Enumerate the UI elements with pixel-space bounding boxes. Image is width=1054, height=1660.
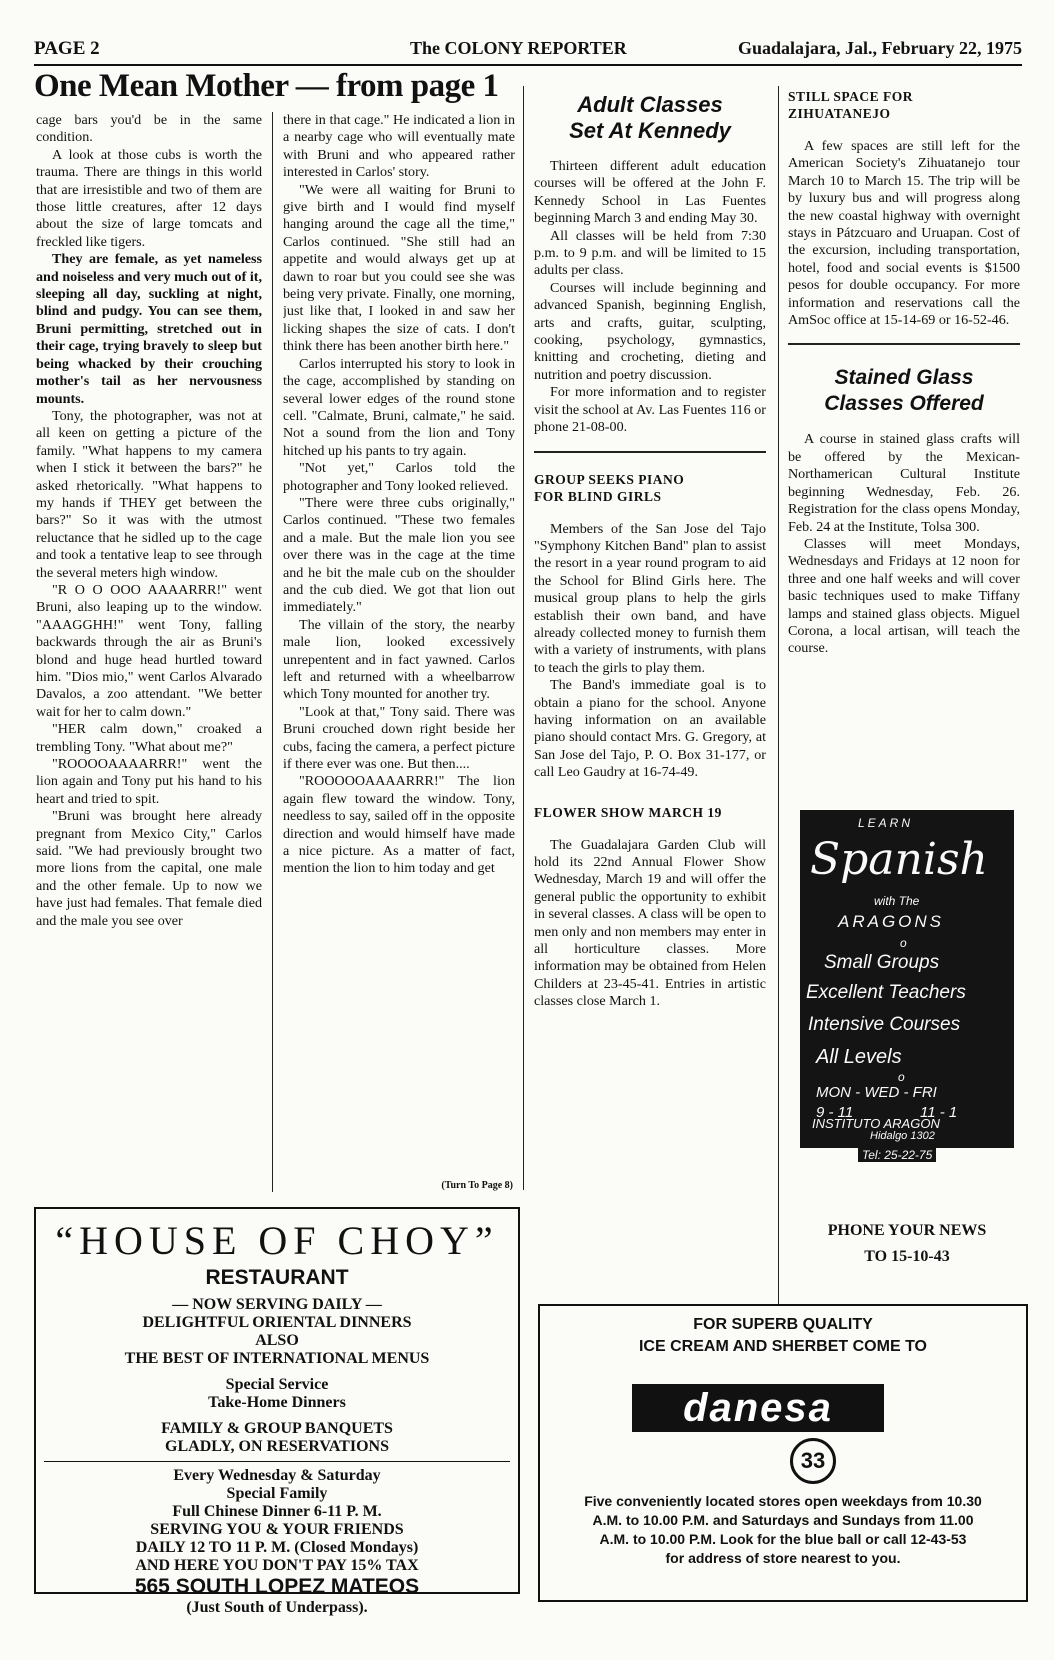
story-paragraph: The villain of the story, the nearby male lion, looked excessively unrepentent and in fact yawned. Carlos left and returned with a wheelbarrow which Tony mounted for another try. [283, 616, 515, 703]
headline-line: STILL SPACE FOR [788, 89, 914, 104]
ad-text: All Levels [816, 1046, 902, 1068]
article-paragraph: The Guadalajara Garden Club will hold its 22nd Annual Flower Show Wednesday, March 19 and will offer the general public the opportunity to exhibit in several classes. A class will be open to men only and non members may enter in all horticulture classes. More information may be obtained from Helen Childers at 23-45-41. Entries in artistic classes close March 1. [534, 836, 766, 1010]
article-paragraph: All classes will be held from 7:30 p.m. to 9 p.m. and will be limited to 15 adults per class. [534, 227, 766, 279]
article-paragraph: Courses will include beginning and advanced Spanish, beginning English, arts and crafts, guitar, sculpting, cooking, psychology, gymnastics, knitting and crocheting, dieting and nutrition and poetry discussion. [534, 279, 766, 383]
ad-text: Excellent Teachers [806, 982, 966, 1003]
ad-text: ALSO [255, 1332, 299, 1349]
ad-text: FAMILY & GROUP BANQUETS [161, 1420, 393, 1437]
story-paragraph: Carlos interrupted his story to look in the cage, accomplished by standing on several lower edges of the round stone cell. "Calmate, Bruni, calmate," he said. Not a sound from the lion and Tony hitched up his pants to try again. [283, 355, 515, 459]
article-paragraph: Members of the San Jose del Tajo "Symphony Kitchen Band" plan to assist the resort in a year round program to aid the School for Blind Girls here. The musical group plans to help the girls establish their own band, and have already collected money to furnish them with a variety of instruments, with plans to teach the girls to play them. [534, 520, 766, 676]
story-paragraph: "Bruni was brought here already pregnant from Mexico City," Carlos said. "We had previously brought two more lions from the capital, one male and the other female. Up to now we have just had females. That female died and the male you see over [36, 808, 262, 929]
article-paragraph: Thirteen different adult education courses will be offered at the John F. Kennedy School in Las Fuentes beginning March 3 and ending May 30. [534, 158, 766, 227]
ad-text: DELIGHTFUL ORIENTAL DINNERS [142, 1314, 412, 1331]
ad-text: DAILY 12 TO 11 P. M. (Closed Mondays) [135, 1539, 419, 1556]
ad-text: Tel: 25-22-75 [858, 1148, 936, 1162]
ad-text: for address of store nearest to you. [665, 1550, 901, 1566]
ad-text: ICE CREAM AND SHERBET COME TO [638, 1338, 927, 1355]
ad-text: ARAGONS [838, 912, 945, 931]
headline-line: Classes Offered [824, 392, 984, 416]
article-paragraph: A few spaces are still left for the American Society's Zihuatanejo tour March 10 to March 15. The trip will be by luxury bus and will progress along the new coastal highway with overnight stays in Pátzcuaro and Uruapan. Cost of the excursion, including transportation, hotel, food and social events is $1500 pesos for double occupancy. For more information and reservations call the AmSoc office at 15-14-69 or 16-52-46. [788, 138, 1020, 329]
article-paragraph: Classes will meet Mondays, Wednesdays and Fridays at 12 noon for three and one half weeks and will cover basic techniques used to make Tiffany lamps and stained glass objects. Miguel Corona, a local artisan, will teach the course. [788, 535, 1020, 657]
story-paragraph: "Not yet," Carlos told the photographer and Tony looked relieved. [283, 460, 515, 494]
headline-line: FOR BLIND GIRLS [534, 488, 662, 504]
headline-line: Stained Glass [834, 366, 974, 390]
story-paragraph: "There were three cubs originally," Carlos continued. "These two females and a male. But the male lion you see over there was in the cage at the time and he bit the male cub on the shoulder and the cub died. We got that lion out immediately." [283, 494, 515, 616]
ad-text: o [898, 1070, 905, 1084]
masthead-rule [34, 64, 1022, 66]
ad-text: MON - WED - FRI [816, 1084, 937, 1101]
ad-text: Hidalgo 1302 [870, 1130, 935, 1142]
ad-text: LEARN [858, 816, 914, 830]
ad-text: A.M. to 10.00 P.M. Look for the blue ball or call 12-43-53 [599, 1531, 967, 1547]
column-divider [272, 112, 273, 1192]
newspaper-title: The COLONY REPORTER [410, 38, 627, 58]
story-paragraph: They are female, as yet nameless and noiseless and very much out of it, sleeping all day, suckling at night, blind and pudgy. You can see them, Bruni permitting, stretched out in their cage, trying bravely to sleep but being whacked by their crouching mother's tail as her nervousness mounts. [36, 251, 262, 407]
ad-text: with The [874, 894, 920, 908]
ad-address: 565 SOUTH LOPEZ MATEOS [134, 1575, 420, 1598]
restaurant-name: “HOUSE OF CHOY” [55, 1218, 499, 1263]
story-paragraph: "ROOOOOAAAARRR!" The lion again flew toward the window. Tony, needless to say, sailed off in the opposite direction and would himself have made a nice picture. As a matter of fact, mention the lion to him today and get [283, 773, 515, 877]
phone-news-line: PHONE YOUR NEWS [827, 1222, 987, 1239]
danesa-details [540, 1492, 1026, 1568]
ad-text: — NOW SERVING DAILY — [172, 1296, 382, 1313]
headline-line: GROUP SEEKS PIANO [534, 471, 685, 487]
column-divider [523, 86, 524, 1190]
house-of-choy-ad [34, 1207, 520, 1616]
ad-text: FOR SUPERB QUALITY [693, 1316, 873, 1333]
ad-text: Every Wednesday & Saturday [173, 1467, 381, 1484]
story-paragraph: "Look at that," Tony said. There was Bruni crouched down right beside her cubs, facing the camera, a perfect picture if there ever was one. But then.... [283, 703, 515, 773]
headline-line: ZIHUATANEJO [788, 106, 891, 121]
story-paragraph: "We were all waiting for Bruni to give birth and I would find myself hanging around the cage all the time," Carlos continued. "She still had an appetite and would always get up at dawn to roar but you could see she was being very private. Finally, one morning, just like that, I looked in and saw her licking shapes the size of cats. I don't think there has been another birth here." [283, 181, 515, 355]
flower-show-headline: FLOWER SHOW MARCH 19 [534, 804, 722, 820]
ad-text: Take-Home Dinners [208, 1394, 346, 1411]
story-paragraph: "HER calm down," croaked a trembling Tony. "What about me?" [36, 721, 262, 755]
phone-news-line: TO 15-10-43 [864, 1248, 950, 1265]
dateline: Guadalajara, Jal., February 22, 1975 [738, 38, 1022, 58]
piano-headline [534, 471, 766, 505]
article-paragraph: The Band's immediate goal is to obtain a piano for the school. Anyone having information on an available piano should contact Mrs. G. Gregory, at San Jose del Tajo, P. O. Box 31-177, or call Leo Gaudry at 16-74-49. [534, 677, 766, 781]
section-rule [788, 343, 1020, 345]
blue-ball-logo: 33 [790, 1438, 836, 1484]
story-column-2 [283, 112, 515, 1190]
ad-text: Spanish [810, 834, 988, 885]
ad-text: Special Service [225, 1376, 329, 1393]
ad-rule [44, 1461, 510, 1462]
story-paragraph: there in that cage." He indicated a lion in a nearby cage who will eventually mate with Bruni and who appeared rather interested in Carlos' story. [283, 112, 515, 181]
ad-text: (Just South of Underpass). [186, 1599, 368, 1616]
ad-text: RESTAURANT [205, 1266, 349, 1289]
page-number: PAGE 2 [34, 38, 100, 59]
ad-text: THE BEST OF INTERNATIONAL MENUS [124, 1350, 430, 1367]
adult-classes-headline [534, 92, 766, 144]
story-paragraph: Tony, the photographer, was not at all keen on getting a picture of the family. "What happens to my camera when I stick it between the bars?" he asked rhetorically. "What happens to my hands if THEY get between the bars?" So it was with the utmost reluctance that he sidled up to the cage and took a tentative leap to see through the several meters high window. [36, 407, 262, 581]
ad-text: Special Family [226, 1485, 328, 1502]
article-paragraph: For more information and to register visit the school at Av. Las Fuentes 116 or phone 21-08-00. [534, 384, 766, 436]
ad-text: Intensive Courses [808, 1014, 961, 1035]
story-paragraph: cage bars you'd be in the same condition. [36, 112, 262, 146]
ad-text: Full Chinese Dinner 6-11 P. M. [172, 1503, 382, 1520]
ad-text: Five conveniently located stores open weekdays from 10.30 [584, 1493, 982, 1509]
danesa-logo: danesa [632, 1384, 884, 1432]
headline-line: Set At Kennedy [569, 118, 731, 143]
story-paragraph: "ROOOOAAAARRR!" went the lion again and Tony put his hand to his heart and tried to spit. [36, 756, 262, 807]
ad-text: INSTITUTO ARAGON [812, 1116, 940, 1131]
ad-text: A.M. to 10.00 P.M. and Saturdays and Sundays from 11.00 [592, 1512, 974, 1528]
ad-text: 9 - 11 [816, 1104, 854, 1121]
story-paragraph: A look at those cubs is worth the trauma. There are things in this world that are irresistible and two of them are those little creatures, after 12 days about the size of large tomcats and freckled like tigers. [36, 146, 262, 250]
headline-line: Adult Classes [577, 92, 723, 117]
ad-text: Small Groups [824, 952, 940, 973]
spanish-school-ad [800, 810, 1014, 1148]
stained-glass-headline [788, 365, 1020, 417]
column-3 [534, 92, 766, 1011]
ad-text: AND HERE YOU DON'T PAY 15% TAX [135, 1557, 419, 1574]
section-rule [534, 451, 766, 453]
story-paragraph: "R O O OOO AAAARRR!" went Bruni, also leaping up to the window. "AAAGGHH!" went Tony, falling backwards through the air as Bruni's blond and huge head hurtled toward him. "Dios mio," went Carlos Alvarado Davalos, a zoo attendant. "We better wait for her to calm down." [36, 581, 262, 720]
ad-text: 11 - 1 [920, 1104, 958, 1121]
article-paragraph: A course in stained glass crafts will be offered by the Mexican-Northamerican Cultural Institute beginning Wednesday, Feb. 26. Registration for the class opens Monday, Feb. 24 at the Institute, Tolsa 300. [788, 431, 1020, 535]
column-4 [788, 88, 1020, 658]
column-divider [778, 86, 779, 1304]
ad-text: GLADLY, ON RESERVATIONS [165, 1438, 389, 1455]
masthead [34, 38, 1022, 62]
danesa-ice-cream-ad [538, 1304, 1028, 1602]
ad-text: SERVING YOU & YOUR FRIENDS [150, 1521, 404, 1538]
jump-line: (Turn To Page 8) [441, 1180, 513, 1191]
story-column-1 [36, 112, 262, 1190]
main-headline: One Mean Mother — from page 1 [34, 68, 499, 104]
phone-news-box [800, 1218, 1014, 1270]
zihuatanejo-headline [788, 88, 1020, 122]
ad-text: o [900, 936, 907, 950]
